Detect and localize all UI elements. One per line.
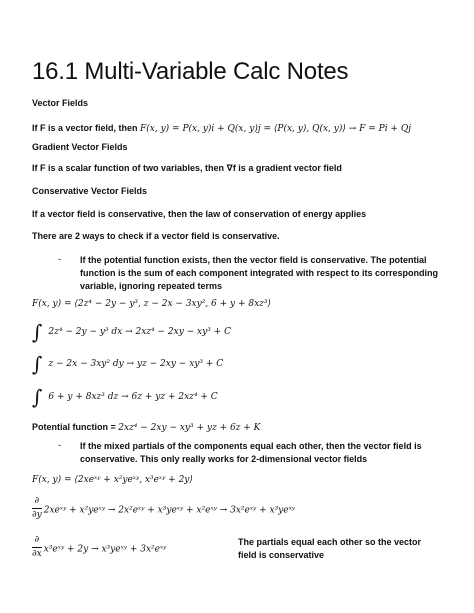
potential-line — [32, 417, 446, 435]
partial-num: ∂ — [32, 495, 42, 509]
conservative-text-2: There are 2 ways to check if a vector field is conservative. — [32, 231, 280, 241]
gradient-heading: Gradient Vector Fields — [32, 142, 128, 152]
partial-den-x: ∂x — [32, 549, 42, 559]
method2-field: F(x, y) = ⟨2xeˣʸ + x²yeˣʸ, x³eˣʸ + 2y⟩ — [32, 475, 193, 485]
vector-fields-lead: If F is a vector field, then — [32, 123, 141, 133]
integral-sign: ∫ — [32, 320, 43, 344]
partial-den-y: ∂y — [32, 510, 42, 520]
potential-function: 2xz⁴ − 2xy − xy³ + yz + 6z + K — [118, 423, 261, 433]
method1-text: If the potential function exists, then the vector field is conservative. The potential function is the sum of each component integrated with respect to its corresponding variable, ignoring repeated terms — [80, 255, 439, 291]
partial-y-operator — [32, 495, 42, 522]
method1-field: F(x, y) = ⟨2z⁴ − 2y − y³, z − 2x − 3xy², 6 + y + 8xz³⟩ — [32, 299, 272, 309]
method2-text: If the mixed partials of the components equal each other, then the vector field is conservative. This only really works for 2-dimensional vector fields — [80, 441, 422, 464]
integral-sign: ∫ — [32, 352, 43, 376]
conservative-text-1: If a vector field is conservative, then the law of conservation of energy applies — [32, 209, 367, 219]
integral-sign: ∫ — [32, 385, 43, 409]
page-title: 16.1 Multi-Variable Calc Notes — [32, 58, 349, 85]
partial-y-expr: 2xeˣʸ + x²yeˣʸ → 2x²eˣʸ + x³yeˣʸ + x²eˣʸ → 3x²eˣʸ + x³yeˣʸ — [43, 505, 295, 516]
gradient-text: If F is a scalar function of two variables, then ∇f is a gradient vector field — [32, 163, 342, 173]
integral-z — [32, 385, 446, 409]
vector-fields-heading: Vector Fields — [32, 98, 89, 108]
integral-z-expr: 6 + y + 8xz³ dz → 6z + yz + 2xz⁴ + C — [48, 392, 218, 402]
method2-dash: - — [58, 440, 61, 450]
vector-fields-line — [32, 118, 446, 136]
partials-note: The partials equal each other so the vector field is conservative — [238, 537, 422, 560]
vector-field-formula: F(x, y) = P(x, y)i + Q(x, y)j = ⟨P(x, y), Q(x, y)⟩ → F = Pi + Qj — [140, 124, 412, 134]
conservative-heading: Conservative Vector Fields — [32, 186, 148, 196]
partial-y-line — [32, 495, 446, 522]
integral-y-expr: z − 2x − 3xy² dy → yz − 2xy − xy³ + C — [48, 359, 224, 369]
partial-num: ∂ — [32, 534, 42, 548]
integral-y — [32, 352, 446, 376]
integral-x-expr: 2z⁴ − 2y − y³ dx → 2xz⁴ − 2xy − xy³ + C — [48, 327, 231, 337]
integral-x — [32, 320, 446, 344]
method1-dash: - — [58, 254, 61, 264]
partial-x-operator — [32, 534, 42, 561]
partial-x-expr: x³eˣʸ + 2y → x³yeˣʸ + 3x²eˣʸ — [43, 544, 167, 555]
potential-label: Potential function = — [32, 422, 119, 432]
